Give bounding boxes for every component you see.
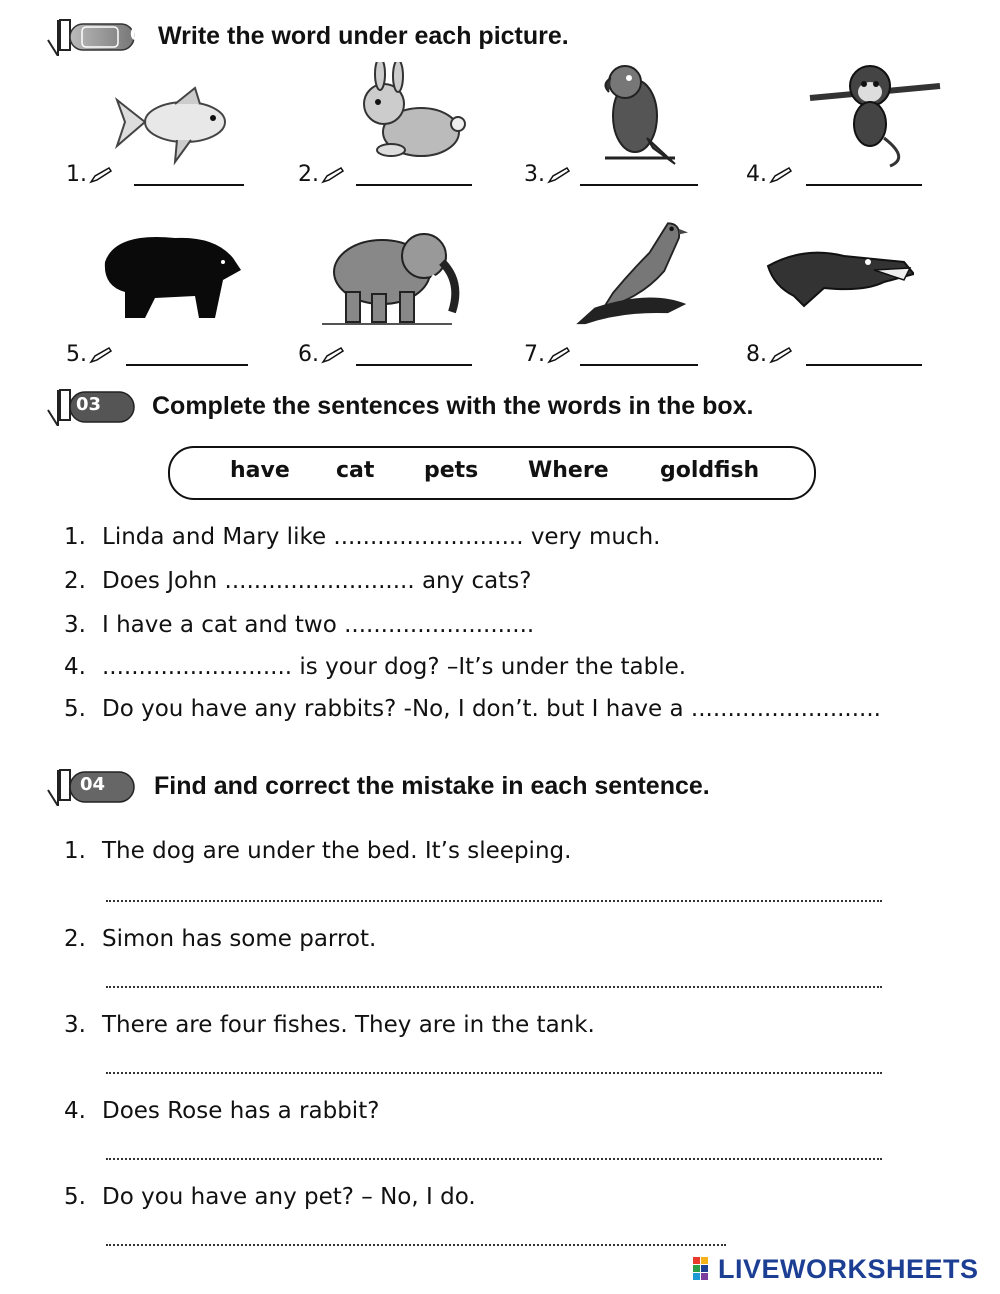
answer-blank-8[interactable] [806, 364, 922, 366]
picture-label-1: 1. [66, 162, 113, 187]
complete-sentence-5: 5. Do you have any rabbits? -No, I don’t. but I have a .......................... [64, 696, 881, 722]
picture-label-2: 2. [298, 162, 345, 187]
word-box-item: goldfish [660, 458, 760, 483]
pigeon-icon [570, 216, 720, 326]
complete-sentence-1: 1. Linda and Mary like .......................... very much. [64, 524, 661, 550]
liveworksheets-logo-icon [692, 1256, 718, 1282]
elephant-icon [312, 222, 462, 332]
word-box-item: pets [424, 458, 479, 483]
picture-label-5: 5. [66, 342, 113, 367]
complete-sentence-4: 4. .......................... is your dog? –It’s under the table. [64, 654, 687, 680]
answer-line-5[interactable] [106, 1244, 726, 1246]
pencil-icon [89, 166, 113, 184]
answer-line-3[interactable] [106, 1072, 882, 1074]
pencil-icon [547, 346, 571, 364]
pencil-icon [321, 166, 345, 184]
word-box [168, 446, 816, 500]
section-number: 02 [130, 24, 156, 45]
mistake-sentence-2: 2. Simon has some parrot. [64, 926, 377, 952]
crocodile-icon [764, 226, 914, 336]
bear-icon [95, 222, 245, 332]
complete-sentence-2: 2. Does John .......................... any cats? [64, 568, 532, 594]
pencil-icon [321, 346, 345, 364]
goldfish-icon [105, 70, 255, 180]
picture-label-4: 4. [746, 162, 793, 187]
answer-blank-5[interactable] [126, 364, 248, 366]
answer-line-1[interactable] [106, 900, 882, 902]
liveworksheets-logo [692, 1254, 979, 1284]
monkey-icon [800, 58, 950, 168]
answer-blank-4[interactable] [806, 184, 922, 186]
mistake-sentence-1: 1. The dog are under the bed. It’s sleeping. [64, 838, 572, 864]
section-title: Find and correct the mistake in each sentence. [154, 772, 710, 800]
section-title: Complete the sentences with the words in the box. [152, 392, 754, 420]
answer-blank-1[interactable] [134, 184, 244, 186]
picture-label-3: 3. [524, 162, 571, 187]
answer-blank-7[interactable] [580, 364, 698, 366]
answer-blank-6[interactable] [356, 364, 472, 366]
pencil-icon [547, 166, 571, 184]
answer-blank-2[interactable] [356, 184, 472, 186]
mistake-sentence-4: 4. Does Rose has a rabbit? [64, 1098, 380, 1124]
section-number: 04 [80, 774, 106, 795]
section-number: 03 [76, 394, 102, 415]
parrot-icon [565, 58, 715, 168]
word-box-item: Where [528, 458, 609, 483]
liveworksheets-logo-text: LIVEWORKSHEETS [718, 1253, 979, 1284]
mistake-sentence-5: 5. Do you have any pet? – No, I do. [64, 1184, 476, 1210]
complete-sentence-3: 3. I have a cat and two .......................... [64, 612, 535, 638]
picture-label-8: 8. [746, 342, 793, 367]
section-title: Write the word under each picture. [158, 22, 569, 50]
answer-blank-3[interactable] [580, 184, 698, 186]
picture-label-6: 6. [298, 342, 345, 367]
mistake-sentence-3: 3. There are four fishes. They are in the tank. [64, 1012, 595, 1038]
word-box-item: cat [336, 458, 375, 483]
pencil-icon [769, 166, 793, 184]
answer-line-2[interactable] [106, 986, 882, 988]
rabbit-icon [336, 62, 486, 172]
section-badge-icon [46, 16, 142, 56]
answer-line-4[interactable] [106, 1158, 882, 1160]
picture-label-7: 7. [524, 342, 571, 367]
pencil-icon [769, 346, 793, 364]
pencil-icon [89, 346, 113, 364]
word-box-item: have [230, 458, 290, 483]
